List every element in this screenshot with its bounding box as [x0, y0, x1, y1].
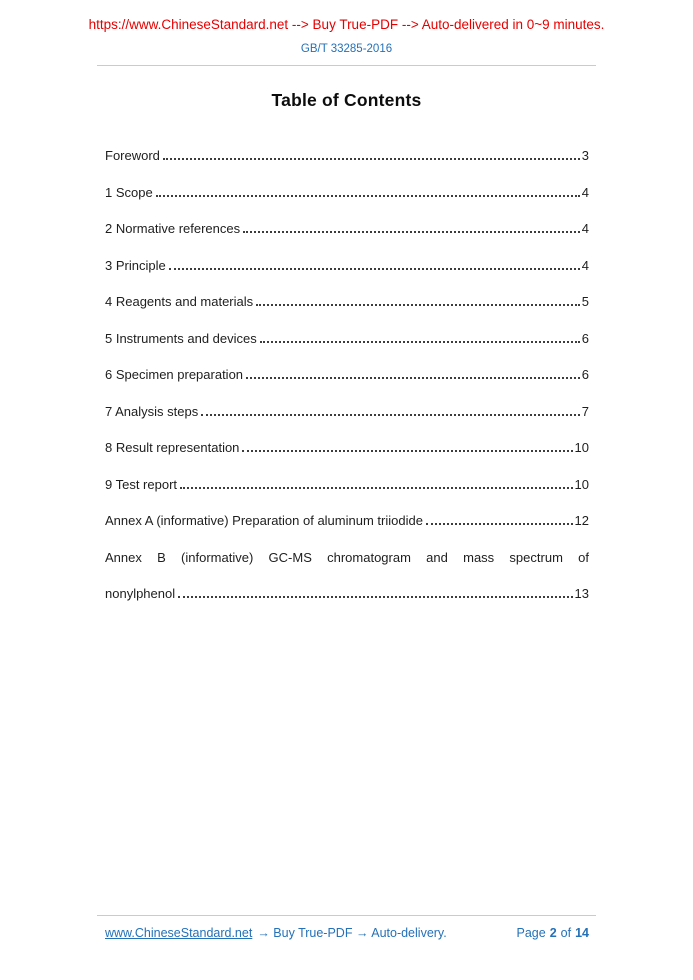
page-label: Page: [516, 926, 546, 940]
toc-entry-label: nonylphenol: [105, 586, 176, 601]
toc-entry-label: 5 Instruments and devices: [105, 330, 257, 346]
toc-entry-label: 2 Normative references: [105, 221, 241, 236]
footer-tagline: → Buy True-PDF → Auto-delivery.: [257, 926, 447, 940]
toc-entry-label: Foreword: [105, 148, 160, 163]
toc-entry: [105, 258, 589, 273]
toc-entry-label: Annex A (informative) Preparation of aluminum triiodide: [105, 513, 423, 528]
footer-site-link[interactable]: www.ChineseStandard.net: [105, 926, 253, 940]
page-current: 2: [549, 926, 557, 940]
footer-links: [105, 926, 447, 940]
toc-entry-page: 4: [581, 221, 589, 236]
dot-leader: [201, 414, 580, 416]
toc-entry-label: 8 Result representation: [105, 440, 240, 455]
toc-entry: [105, 513, 589, 528]
table-of-contents: [105, 148, 589, 601]
toc-entry-page: 7: [581, 403, 589, 419]
dot-leader: [260, 341, 580, 343]
toc-entry: [105, 440, 589, 455]
footer-divider: [97, 915, 596, 916]
toc-entry-label: 1 Scope: [105, 184, 153, 200]
dot-leader: [169, 268, 580, 270]
toc-entry-label: 4 Reagents and materials: [105, 294, 254, 309]
toc-entry: [105, 294, 589, 309]
header-divider: [97, 65, 596, 66]
toc-entry: [105, 221, 589, 236]
toc-entry-annex-b-line1: Annex B (informative) GC-MS chromatogram and mass spectrum of: [105, 549, 589, 565]
toc-entry-page: 3: [581, 148, 589, 163]
toc-entry-page: 6: [581, 367, 589, 382]
dot-leader: [163, 158, 580, 160]
dot-leader: [156, 195, 580, 197]
toc-entry-page: 4: [581, 184, 589, 200]
toc-entry-page: 6: [581, 330, 589, 346]
toc-entry-page: 10: [574, 440, 589, 455]
dot-leader: [178, 596, 572, 598]
of-label: of: [560, 926, 572, 940]
toc-entry: [105, 148, 589, 163]
toc-entry-annex-b-line2: [105, 586, 589, 601]
toc-entry-page: 10: [574, 476, 589, 492]
dot-leader: [426, 523, 573, 525]
toc-entry-label: 3 Principle: [105, 257, 166, 273]
toc-entry: [105, 185, 589, 200]
dot-leader: [256, 304, 580, 306]
toc-entry-label: 6 Specimen preparation: [105, 367, 244, 382]
toc-entry: [105, 367, 589, 382]
page-total: 14: [575, 926, 589, 940]
page-footer: [0, 915, 693, 940]
toc-entry-page: 13: [574, 586, 589, 601]
dot-leader: [243, 231, 580, 233]
toc-entry: [105, 404, 589, 419]
toc-entry-page: 12: [574, 513, 589, 528]
toc-entry-label: 9 Test report: [105, 476, 178, 492]
dot-leader: [180, 487, 573, 489]
toc-entry-label: 7 Analysis steps: [105, 403, 199, 419]
page-title: Table of Contents: [271, 90, 422, 110]
toc-entry: [105, 331, 589, 346]
toc-entry-page: 5: [581, 294, 589, 309]
standard-code: GB/T 33285-2016: [300, 43, 393, 55]
dot-leader: [242, 450, 572, 452]
page-indicator: [517, 926, 590, 940]
dot-leader: [246, 377, 580, 379]
promo-link[interactable]: https://www.ChineseStandard.net --> Buy True-PDF --> Auto-delivered in 0~9 minutes.: [88, 17, 605, 32]
toc-entry-page: 4: [581, 257, 589, 273]
toc-entry: [105, 477, 589, 492]
